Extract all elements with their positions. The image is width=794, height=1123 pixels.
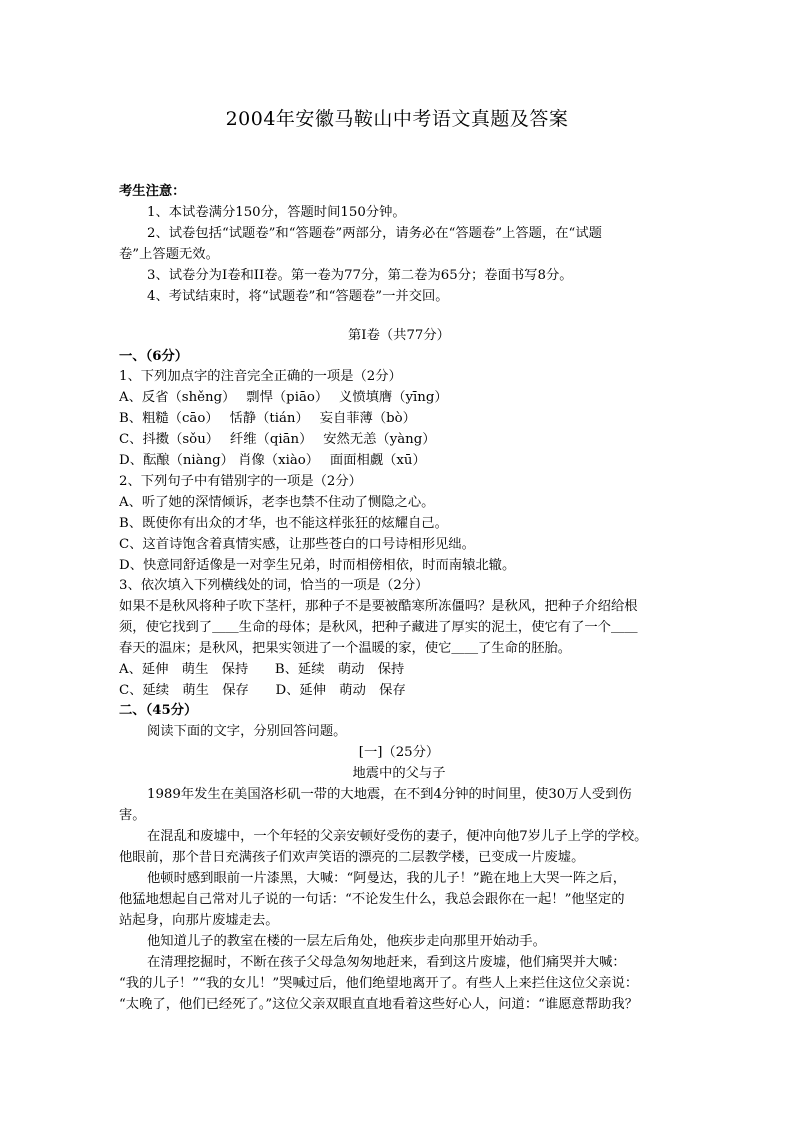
- section-intro: 阅读下面的文字，分别回答问题。: [147, 724, 347, 739]
- document-title: 2004年安徽马鞍山中考语文真题及答案: [225, 108, 569, 130]
- question-option: C、延续 萌生 保存 D、延伸 萌动 保存: [119, 683, 406, 698]
- reading-paragraph: 害。: [119, 808, 146, 823]
- section-heading: 二、（45分）: [119, 703, 198, 718]
- part-heading: 第I卷（共77分）: [348, 328, 450, 343]
- question-option: B、粗糙（cāo） 恬静（tián） 妄自菲薄（bò）: [119, 411, 416, 426]
- reading-paragraph: 他眼前，那个昔日充满孩子们欢声笑语的漂亮的二层教学楼，已变成一片废墟。: [119, 850, 585, 865]
- notice-item-continued: 卷”上答题无效。: [119, 247, 219, 262]
- question-option: A、听了她的深情倾诉，老李也禁不住动了恻隐之心。: [119, 495, 435, 510]
- section-heading: 一、（6分）: [119, 349, 189, 364]
- notice-item: 3、试卷分为I卷和II卷。第一卷为77分，第二卷为65分；卷面书写8分。: [147, 268, 573, 283]
- notice-item: 4、考试结束时，将“试题卷”和“答题卷”一并交回。: [147, 289, 449, 304]
- question-passage-line: 如果不是秋风将种子吹下茎杆，那种子不是要被酷寒所冻僵吗？是秋风，把种子介绍给根: [119, 599, 638, 614]
- reading-paragraph: 他知道儿子的教室在楼的一层左后角处，他疾步走向那里开始动手。: [147, 934, 546, 949]
- notice-item: 1、本试卷满分150分，答题时间150分钟。: [147, 205, 406, 220]
- question-passage-line: 春天的温床；是秋风，把果实领进了一个温暖的家，使它＿＿了生命的胚胎。: [119, 641, 572, 656]
- notice-item: 2、试卷包括“试题卷”和“答题卷”两部分，请务必在“答题卷”上答题，在“试题: [147, 226, 602, 241]
- question-option: A、延伸 萌生 保持 B、延续 萌动 保持: [119, 662, 405, 677]
- notice-heading: 考生注意：: [119, 184, 186, 199]
- reading-paragraph: 1989年发生在美国洛杉矶一带的大地震，在不到4分钟的时间里，使30万人受到伤: [147, 787, 632, 802]
- question-option: B、既使你有出众的才华，也不能这样张狂的炫耀自己。: [119, 516, 448, 531]
- reading-paragraph: 他顿时感到眼前一片漆黑，大喊：“阿曼达，我的儿子！”跪在地上大哭一阵之后，: [147, 871, 626, 886]
- reading-paragraph: 在清理挖掘时，不断在孩子父母急匆匆地赶来，看到这片废墟，他们痛哭并大喊：: [147, 955, 626, 970]
- question-option: C、抖擞（sǒu） 纤维（qiān） 安然无恙（yàng）: [119, 432, 436, 447]
- question-option: D、酝酿（niàng） 肖像（xiào） 面面相觑（xū）: [119, 453, 426, 468]
- question-stem: 2、下列句子中有错别字的一项是（2分）: [119, 474, 362, 489]
- question-passage-line: 须，使它找到了＿＿生命的母体；是秋风，把种子藏进了厚实的泥土，使它有了一个＿＿: [119, 620, 638, 635]
- reading-label: [一]（25分）: [358, 745, 440, 760]
- reading-paragraph: 在混乱和废墟中，一个年轻的父亲安顿好受伤的妻子，便冲向他7岁儿子上学的学校。: [147, 829, 648, 844]
- reading-paragraph: 站起身，向那片废墟走去。: [119, 913, 279, 928]
- reading-paragraph: “我的儿子！”“我的女儿！”哭喊过后，他们绝望地离开了。有些人上来拦住这位父亲说：: [119, 976, 639, 991]
- question-option: C、这首诗饱含着真情实感，让那些苍白的口号诗相形见绌。: [119, 537, 475, 552]
- question-stem: 1、下列加点字的注音完全正确的一项是（2分）: [119, 369, 402, 384]
- question-stem: 3、依次填入下列横线处的词，恰当的一项是（2分）: [119, 578, 429, 593]
- question-option: A、反省（shěng） 剽悍（piāo） 义愤填膺（yīng）: [119, 390, 448, 405]
- reading-title: 地震中的父与子: [352, 766, 446, 781]
- question-option: D、快意同舒适像是一对孪生兄弟，时而相傍相依，时而南辕北辙。: [119, 558, 516, 573]
- reading-paragraph: 他猛地想起自己常对儿子说的一句话：“不论发生什么，我总会跟你在一起！”他坚定的: [119, 892, 625, 907]
- reading-paragraph: “太晚了，他们已经死了。”这位父亲双眼直直地看着这些好心人，问道：“谁愿意帮助我？: [119, 997, 639, 1012]
